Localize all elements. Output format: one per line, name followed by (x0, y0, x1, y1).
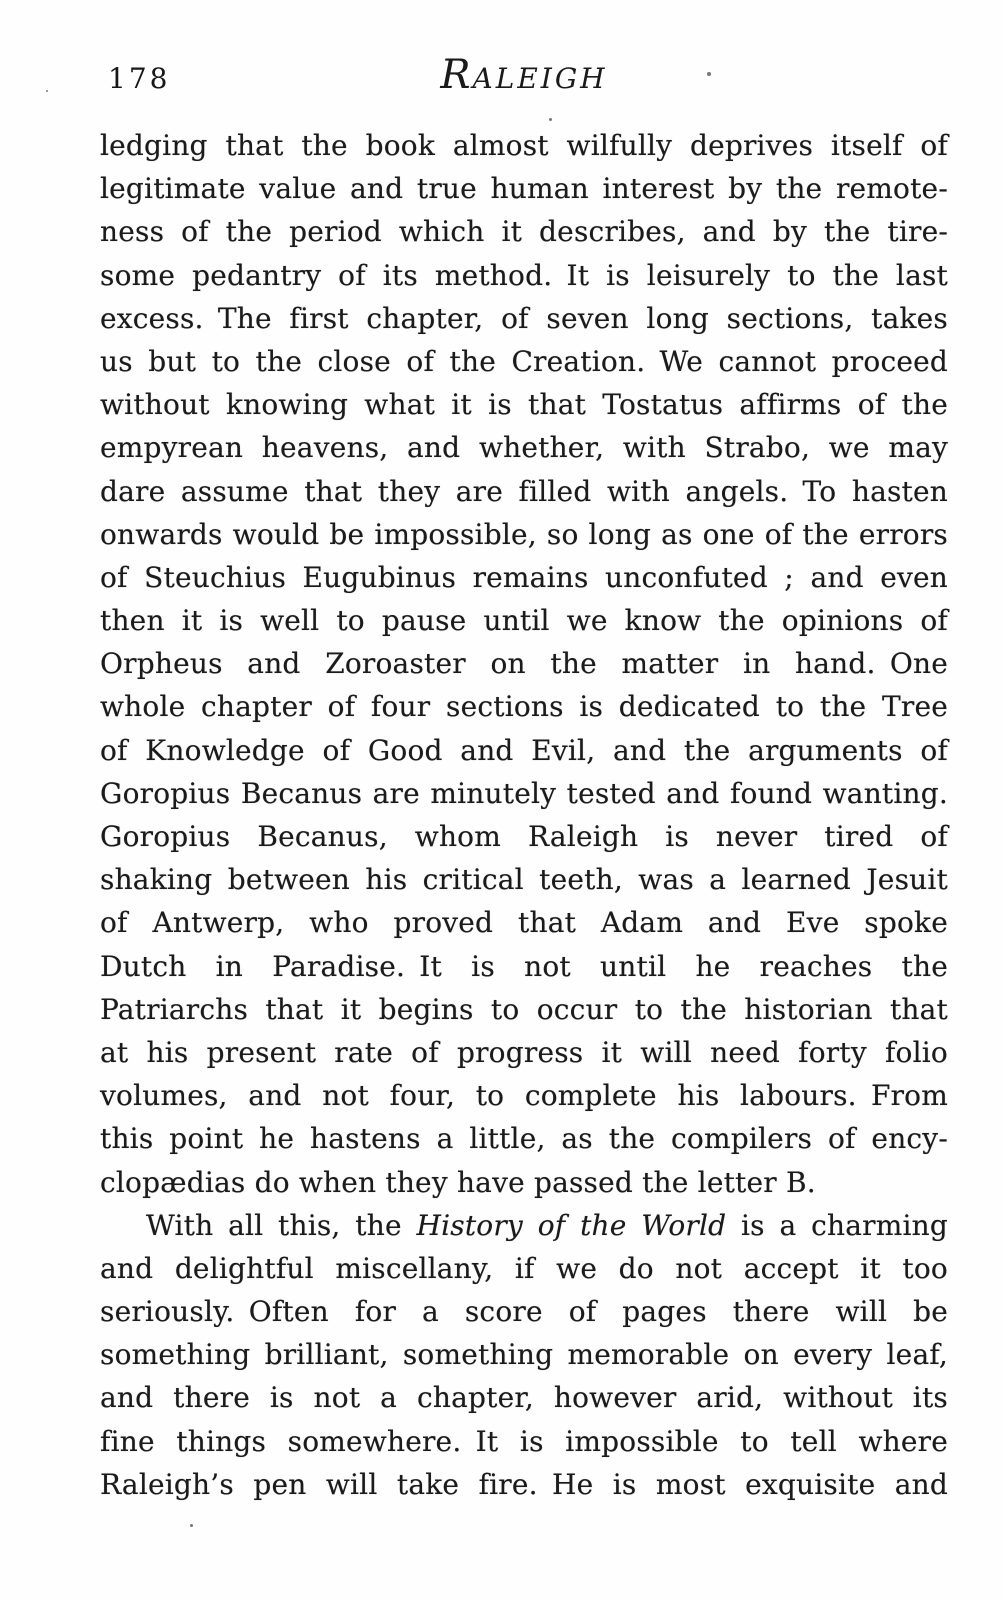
text-line (100, 729, 948, 772)
text-line (100, 642, 948, 685)
text-segment: onwards would be impossible, so long as one of the errors (100, 517, 948, 551)
text-segment: dare assume that they are filled with angels. To hasten (100, 474, 948, 508)
text-segment: at his present rate of progress it will need forty folio (100, 1035, 948, 1069)
text-line (100, 297, 948, 340)
text-segment: some pedantry of its method. It is leisurely to the last (100, 258, 948, 292)
text-segment: seriously. Often for a score of pages there will be (100, 1295, 948, 1329)
text-line (100, 1247, 948, 1290)
text-line (100, 1420, 948, 1463)
text-segment: without knowing what it is that Tostatus affirms of the (100, 388, 948, 422)
text-line (100, 124, 948, 167)
page-number: 178 (108, 62, 171, 95)
text-segment: Goropius Becanus, whom Raleigh is never tired of (100, 820, 948, 853)
text-line (100, 210, 948, 253)
text-segment: Dutch in Paradise. It is not until he reaches the (100, 949, 948, 983)
running-head-initial: R (440, 52, 473, 98)
text-segment: clopædias do when they have passed the letter B. (100, 1165, 816, 1199)
text-segment: volumes, and not four, to complete his labours. From (100, 1079, 948, 1113)
text-segment: is a charming (726, 1208, 948, 1242)
text-line (100, 599, 948, 642)
text-line (100, 1204, 948, 1247)
book-title-italic: History of the World (416, 1208, 727, 1242)
text-segment: Raleigh’s pen will take fire. He is most exquisite and (100, 1467, 948, 1501)
text-line (100, 945, 948, 988)
text-segment: fine things somewhere. It is impossible to tell where (100, 1424, 948, 1458)
text-line (100, 772, 948, 815)
text-line (100, 556, 948, 599)
text-line (100, 340, 948, 383)
text-segment: Patriarchs that it begins to occur to the historian that (100, 992, 948, 1026)
text-block (100, 124, 948, 1506)
text-line (100, 1074, 948, 1117)
text-line (100, 988, 948, 1031)
text-segment: of Antwerp, who proved that Adam and Eve spoke (100, 906, 948, 940)
text-line (100, 513, 948, 556)
text-segment: shaking between his critical teeth, was a learned Jesuit (100, 863, 948, 897)
text-line (100, 1290, 948, 1333)
text-segment: something brilliant, something memorable on every leaf, (100, 1338, 948, 1372)
text-line (100, 254, 948, 297)
text-line (100, 858, 948, 901)
text-line (100, 383, 948, 426)
text-segment: whole chapter of four sections is dedicated to the Tree (100, 690, 948, 724)
text-line (100, 1376, 948, 1419)
text-line (100, 1117, 948, 1160)
text-segment: of Knowledge of Good and Evil, and the arguments of (100, 733, 948, 767)
text-line (100, 1463, 948, 1506)
text-segment: and there is not a chapter, however arid, without its (100, 1381, 948, 1415)
text-segment: empyrean heavens, and whether, with Strabo, we may (100, 431, 948, 465)
text-line (100, 470, 948, 513)
text-line (100, 901, 948, 944)
text-segment: then it is well to pause until we know the opinions of (100, 604, 948, 638)
text-segment: Orpheus and Zoroaster on the matter in hand. One (100, 647, 948, 681)
text-segment: ledging that the book almost wilfully deprives itself of (100, 129, 948, 162)
text-line (100, 426, 948, 469)
text-line (100, 685, 948, 728)
scan-speck (549, 118, 552, 121)
text-segment: With all this, the (146, 1208, 417, 1242)
text-segment: us but to the close of the Creation. We cannot proceed (100, 344, 948, 378)
running-head (100, 52, 948, 98)
text-line (100, 815, 948, 858)
text-line (100, 167, 948, 210)
text-segment: excess. The first chapter, of seven long sections, takes (100, 301, 948, 335)
scan-speck (707, 72, 711, 76)
text-segment: Goropius Becanus are minutely tested and found wanting. (100, 776, 948, 810)
scan-speck (190, 1524, 193, 1527)
scan-speck (46, 90, 48, 92)
text-segment: this point he hastens a little, as the compilers of ency- (100, 1122, 948, 1156)
text-line (100, 1161, 948, 1204)
running-head-rest: ALEIGH (472, 62, 608, 95)
text-segment: of Steuchius Eugubinus remains unconfuted ; and even (100, 560, 948, 594)
text-segment: and delightful miscellany, if we do not accept it too (100, 1251, 948, 1285)
text-line (100, 1333, 948, 1376)
text-segment: legitimate value and true human interest by the remote- (100, 172, 948, 206)
text-line (100, 1031, 948, 1074)
text-segment: ness of the period which it describes, and by the tire- (100, 215, 948, 249)
